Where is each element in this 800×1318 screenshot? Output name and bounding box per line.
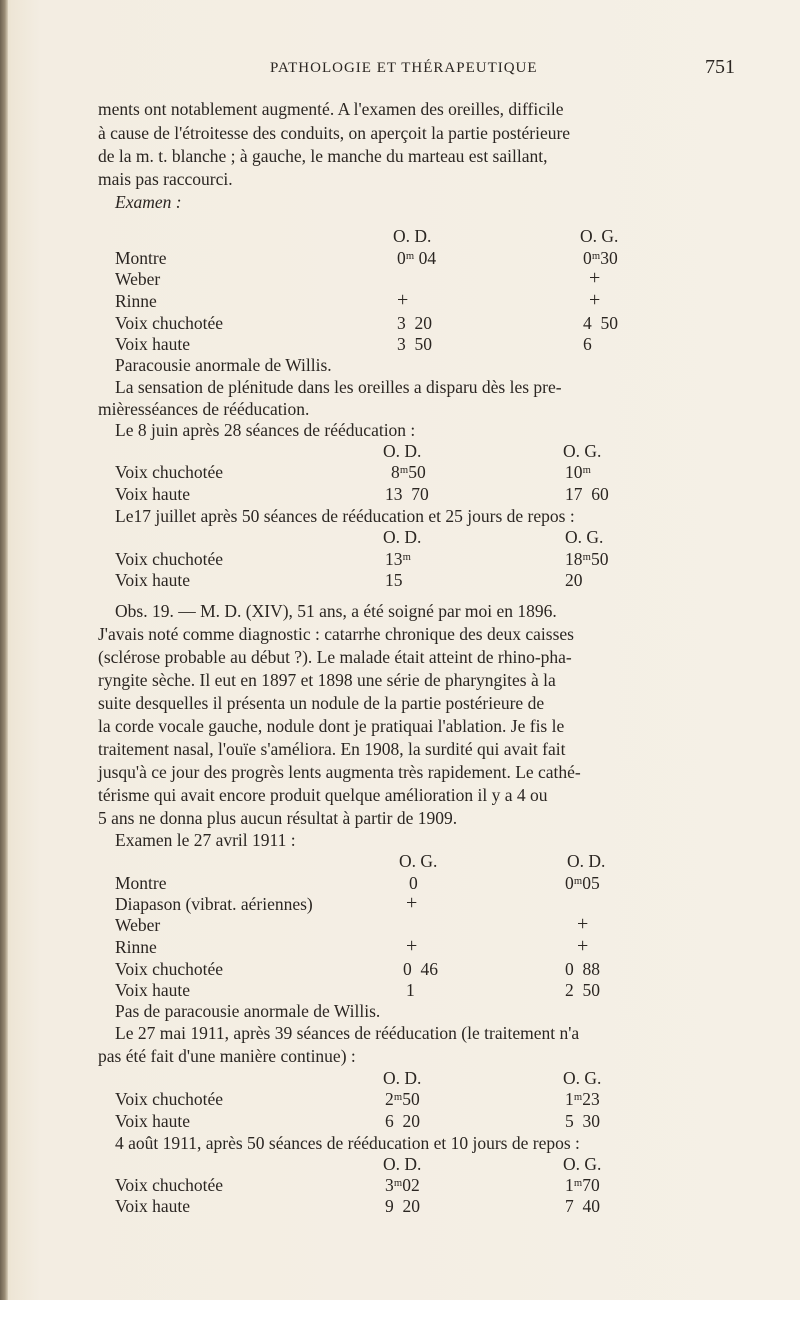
intro-line-2: à cause de l'étroitesse des conduits, on aperçoit la partie postérieure (98, 123, 571, 143)
table-row: Rinne + + (115, 289, 601, 311)
table-row: Weber + (115, 913, 589, 935)
exam-mai-title-line-1: Le 27 mai 1911, après 39 séances de rééducation (le traitement n'a (115, 1023, 580, 1043)
exam-avril-header-row: O. G. O. D. (399, 851, 606, 871)
table-row: Voix chuchotée 3 20 4 50 (115, 313, 618, 333)
table-row: Voix chuchotée 0 46 0 88 (115, 959, 600, 979)
exam-juillet-header-row: O. D. O. G. (383, 527, 604, 547)
exam-juillet-title: Le17 juillet après 50 séances de rééducation et 25 jours de repos : (115, 506, 575, 526)
exam-aout-title: 4 août 1911, après 50 séances de rééducation et 10 jours de repos : (115, 1133, 580, 1153)
obs19-line-3: (sclérose probable au début ?). Le malade était atteint de rhino-pha- (98, 647, 572, 667)
exam-mai-title-line-2: pas été fait d'une manière continue) : (98, 1046, 356, 1066)
exam1-title: Examen : (115, 192, 182, 212)
table-row: Montre 0ᵐ 04 0ᵐ30 (115, 248, 618, 268)
exam-mai-header-row: O. D. O. G. (383, 1068, 602, 1088)
obs19-line-1: Obs. 19. — M. D. (XIV), 51 ans, a été soigné par moi en 1896. (115, 601, 557, 621)
obs19-line-9: térisme qui avait encore produit quelque amélioration il y a 4 ou (98, 785, 548, 805)
table-row: Montre 0 0ᵐ05 (115, 873, 600, 893)
table-row: Weber + (115, 267, 601, 289)
exam-avril-note: Pas de paracousie anormale de Willis. (115, 1001, 381, 1021)
exam1-col-og: O. G. (580, 226, 619, 246)
obs19-line-4: ryngite sèche. Il eut en 1897 et 1898 une série de pharyngites à la (98, 670, 556, 690)
table-row: Rinne + + (115, 935, 589, 957)
exam-avril-title: Examen le 27 avril 1911 : (115, 830, 296, 850)
intro-line-1: ments ont notablement augmenté. A l'examen des oreilles, difficile (98, 99, 564, 119)
page-bottom-margin (0, 1300, 800, 1318)
exam1-header-row (115, 226, 735, 248)
table-row: Voix haute 1 2 50 (115, 980, 600, 1000)
table-row: Voix chuchotée 8ᵐ50 10ᵐ (115, 462, 592, 482)
plenitude-line-1: La sensation de plénitude dans les oreilles a disparu dès les pre- (115, 377, 562, 397)
table-row: Voix haute 6 20 5 30 (115, 1111, 600, 1131)
exam1-col-od: O. D. (393, 226, 432, 246)
table-row: Voix chuchotée 3ᵐ02 1ᵐ70 (115, 1175, 600, 1195)
page-number: 751 (705, 56, 735, 78)
table-row: Voix chuchotée 13ᵐ 18ᵐ50 (115, 549, 609, 569)
exam-aout-header-row: O. D. O. G. (383, 1154, 602, 1174)
plenitude-line-2: mièresséances de rééducation. (98, 399, 310, 419)
exam-juin-header-row: O. D. O. G. (383, 441, 602, 461)
table-row: Voix haute 3 50 6 (115, 334, 592, 354)
running-title: PATHOLOGIE ET THÉRAPEUTIQUE (270, 60, 538, 76)
obs19-line-10: 5 ans ne donna plus aucun résultat à partir de 1909. (98, 808, 458, 828)
table-row: Voix chuchotée 2ᵐ50 1ᵐ23 (115, 1089, 600, 1109)
page-binding-edge (0, 0, 8, 1318)
table-row: Voix haute 15 20 (115, 570, 583, 590)
intro-line-4: mais pas raccourci. (98, 169, 233, 189)
obs19-line-5: suite desquelles il présenta un nodule de la partie postérieure de (98, 693, 545, 713)
obs19-line-2: J'avais noté comme diagnostic : catarrhe chronique des deux caisses (98, 624, 574, 644)
exam-juin-title: Le 8 juin après 28 séances de rééducation : (115, 420, 416, 440)
table-row: Diapason (vibrat. aériennes) + (115, 892, 418, 914)
intro-line-3: de la m. t. blanche ; à gauche, le manche du marteau est saillant, (98, 146, 548, 166)
obs19-line-6: la corde vocale gauche, nodule dont je pratiquai l'ablation. Je fis le (98, 716, 565, 736)
obs19-line-8: jusqu'à ce jour des progrès lents augmenta très rapidement. Le cathé- (98, 762, 581, 782)
table-row: Voix haute 13 70 17 60 (115, 484, 609, 504)
exam1-note: Paracousie anormale de Willis. (115, 355, 332, 375)
obs19-line-7: traitement nasal, l'ouïe s'améliora. En 1908, la surdité qui avait fait (98, 739, 566, 759)
table-row: Voix haute 9 20 7 40 (115, 1196, 600, 1216)
